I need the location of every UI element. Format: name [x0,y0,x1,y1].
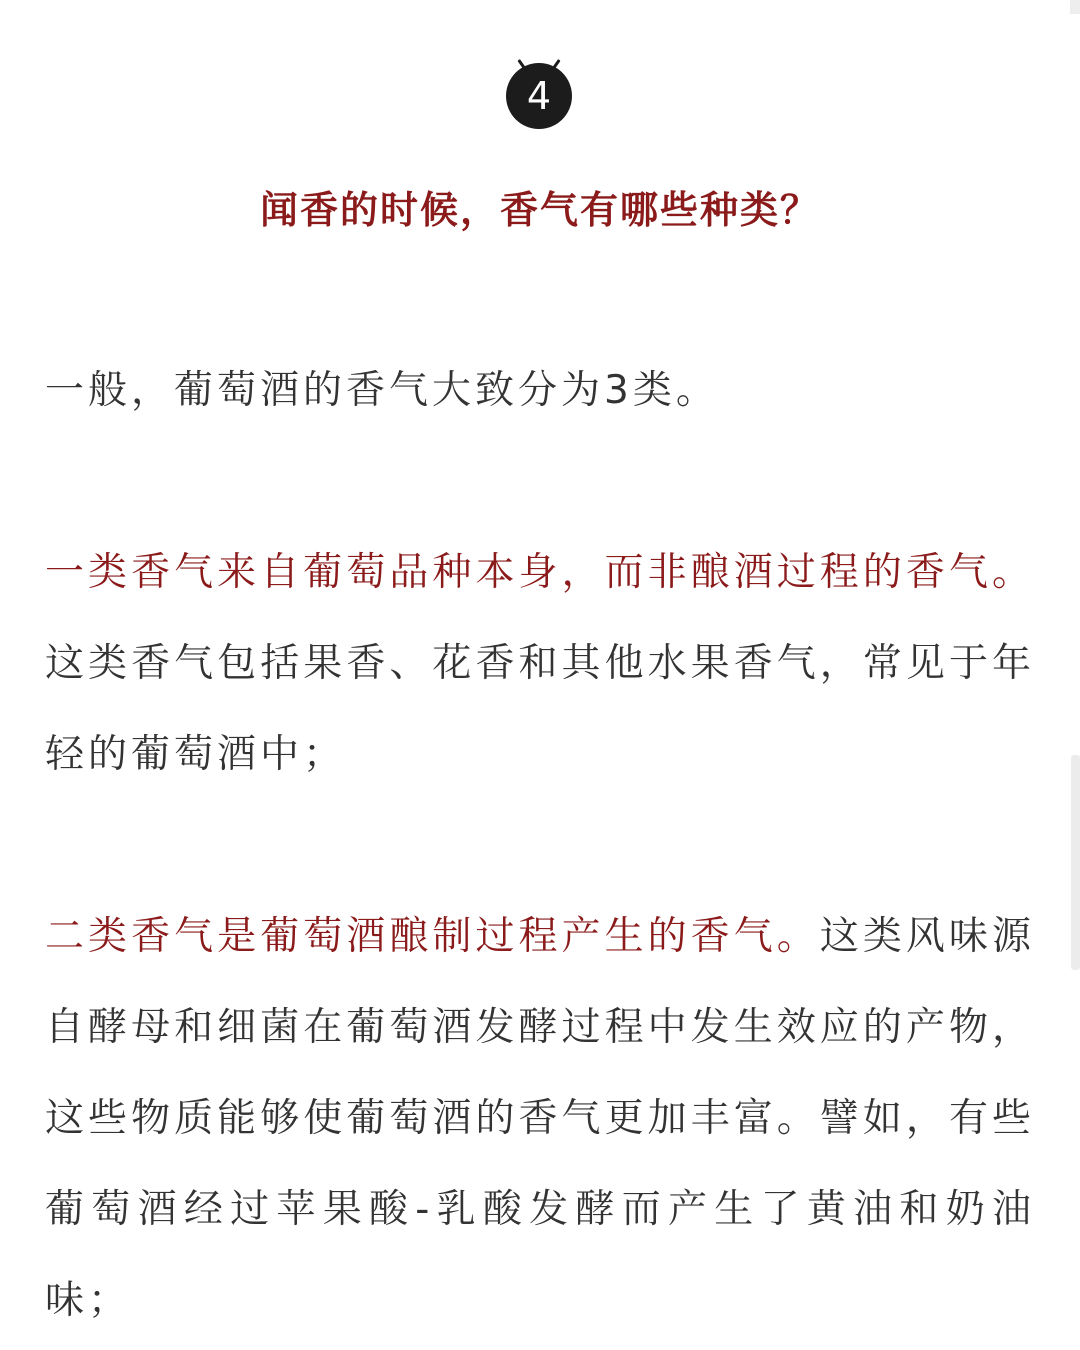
section-heading: 闻香的时候，香气有哪些种类？ [259,188,820,232]
intro-text: 一般，葡萄酒的香气大致分为3类。 [45,368,719,413]
category2-body: 这类风味源自酵母和细菌在葡萄酒发酵过程中发生效应的产物，这些物质能够使葡萄酒的香气更加丰富。譬如，有些葡萄酒经过苹果酸-乳酸发酵而产生了黄油和奶油味； [45,914,1035,1323]
section-number: 4 [526,74,552,118]
category1-lead: 一类香气来自葡萄品种本身，而非酿酒过程的香气。 [45,550,1035,595]
category1-body: 这类香气包括果香、花香和其他水果香气，常见于年轻的葡萄酒中； [45,641,1035,777]
intro-paragraph [45,345,1035,436]
category2-paragraph [45,891,1035,1346]
scrollbar[interactable] [1071,755,1080,970]
section-number-badge [506,63,572,129]
category1-paragraph [45,527,1035,800]
top-corner-shade [1070,0,1080,14]
category2-lead: 二类香气是葡萄酒酿制过程产生的香气。 [45,914,820,959]
